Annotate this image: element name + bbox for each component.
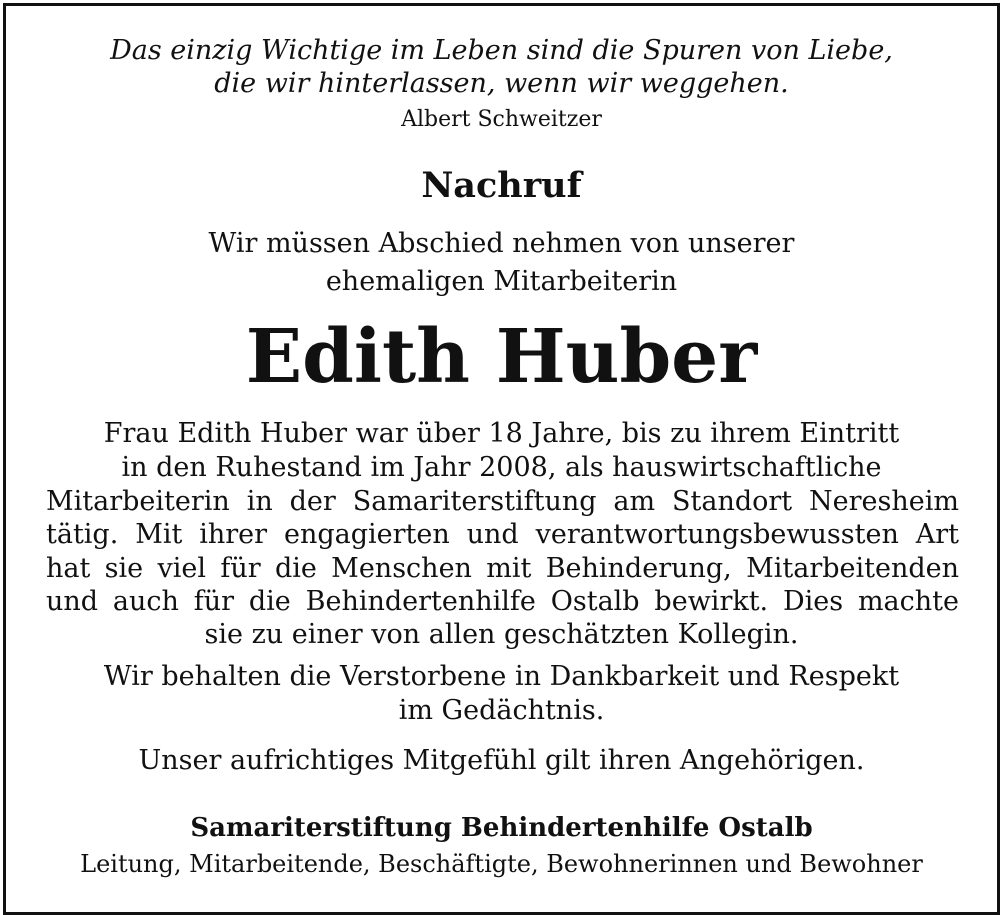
quote-line-2: die wir hinterlassen, wenn wir weggehen.: [214, 68, 789, 99]
condolence-text: Unser aufrichtiges Mitgefühl gilt ihren Angehörigen.: [138, 745, 865, 776]
obituary-frame: [3, 3, 1000, 915]
quote-author: Albert Schweitzer: [401, 107, 602, 132]
deceased-name: Edith Huber: [245, 314, 758, 400]
tribute-line-1: Frau Edith Huber war über 18 Jahre, bis zu ihrem Eintritt: [103, 418, 900, 449]
remembrance-line-2: im Gedächtnis.: [398, 695, 605, 726]
intro-line-2: ehemaligen Mitarbeiterin: [325, 266, 678, 297]
intro-line-1: Wir müssen Abschied nehmen von unserer: [208, 228, 795, 259]
quote-line-1: Das einzig Wichtige im Leben sind die Spuren von Liebe,: [110, 35, 893, 66]
tribute-line-6: und auch für die Behindertenhilfe Ostalb bewirkt. Dies machte: [46, 586, 959, 617]
obituary-heading: Nachruf: [421, 165, 582, 206]
organization-name: Samariterstiftung Behindertenhilfe Ostalb: [190, 813, 813, 843]
organization-members: Leitung, Mitarbeitende, Beschäftigte, Bewohnerinnen und Bewohner: [80, 850, 923, 878]
tribute-line-5: hat sie viel für die Menschen mit Behinderung, Mitarbeitenden: [46, 553, 959, 584]
tribute-line-2: in den Ruhestand im Jahr 2008, als hauswirtschaftliche: [121, 452, 882, 483]
tribute-line-3: Mitarbeiterin in der Samariterstiftung am Standort Neresheim: [46, 486, 959, 517]
tribute-line-4: tätig. Mit ihrer engagierten und verantwortungsbewussten Art: [46, 519, 959, 550]
obituary-content: [6, 6, 997, 912]
remembrance-line-1: Wir behalten die Verstorbene in Dankbarkeit und Respekt: [103, 661, 900, 692]
tribute-line-7: sie zu einer von allen geschätzten Kollegin.: [204, 619, 799, 650]
